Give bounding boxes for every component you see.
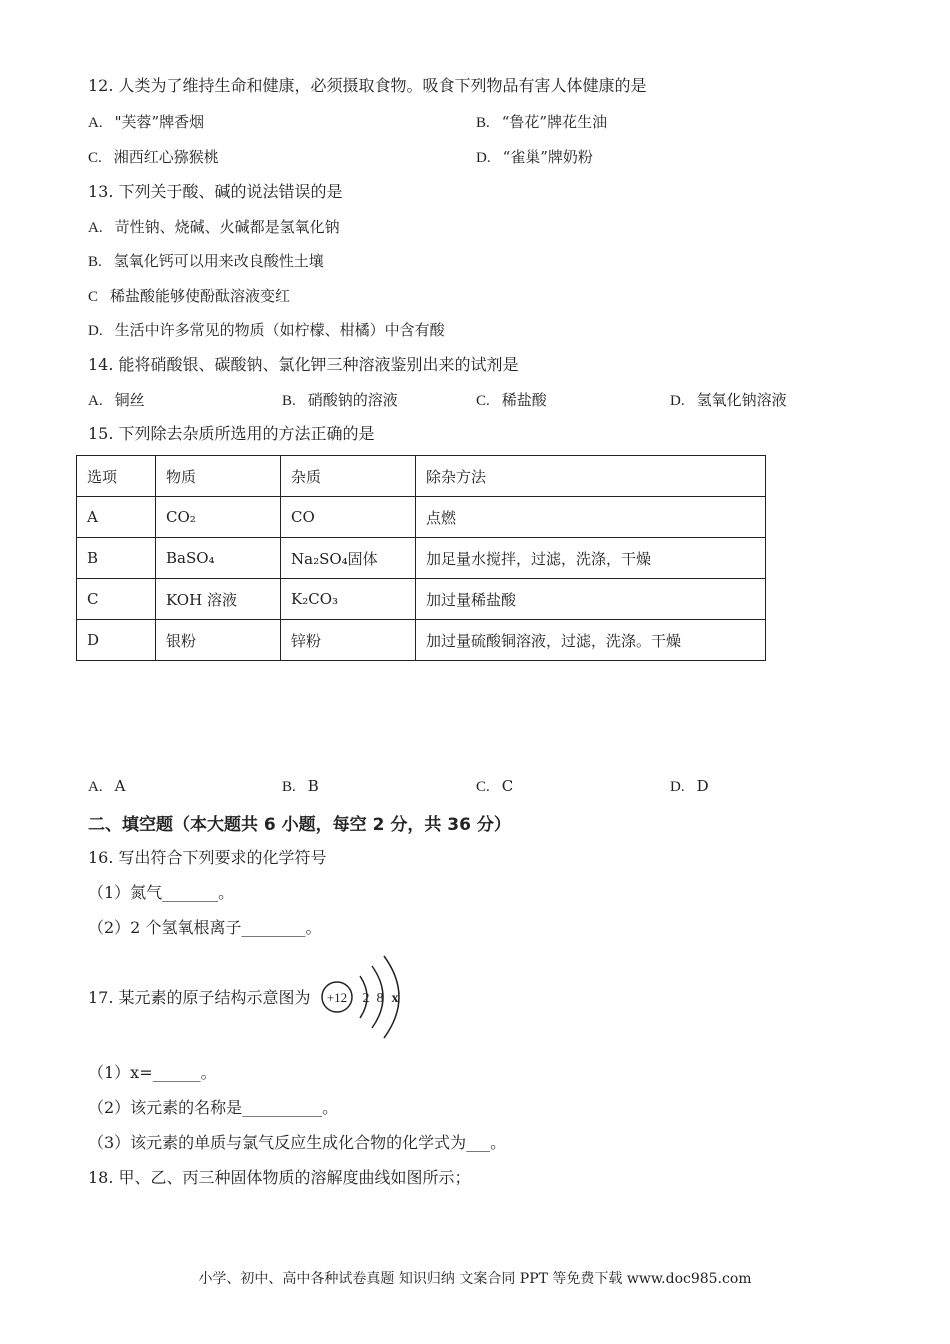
table-row <box>77 497 766 538</box>
q14-option-b: B. 硝酸钠的溶液 <box>282 391 398 409</box>
q13-option-a: A. 苛性钠、烧碱、火碱都是氢氧化钠 <box>88 218 340 236</box>
shell-electrons-2: 8 <box>376 991 384 1006</box>
table-header-cell: 物质 <box>156 456 281 497</box>
table-cell: D <box>77 620 156 661</box>
q15-table <box>76 455 766 661</box>
table-row <box>77 579 766 620</box>
shell-electrons-1: 2 <box>362 991 370 1006</box>
q12-option-a: A. "芙蓉”牌香烟 <box>88 113 205 131</box>
q14-option-a: A. 铜丝 <box>88 391 145 409</box>
table-cell: 点燃 <box>416 497 766 538</box>
q13-option-b: B. 氢氧化钙可以用来改良酸性土壤 <box>88 252 324 270</box>
q12-option-c: C. 湘西红心猕猴桃 <box>88 148 219 166</box>
table-header-cell: 杂质 <box>281 456 416 497</box>
q17-part-2: （2）该元素的名称是__________。 <box>88 1098 339 1117</box>
q14-option-c: C. 稀盐酸 <box>476 391 547 409</box>
q15-option-a: A. A <box>88 777 126 795</box>
table-row <box>77 620 766 661</box>
table-cell: 加足量水搅拌，过滤，洗涤，干燥 <box>416 538 766 579</box>
table-header-cell: 选项 <box>77 456 156 497</box>
q17-stem: 17. 某元素的原子结构示意图为 <box>88 988 311 1007</box>
table-cell: 银粉 <box>156 620 281 661</box>
q16-stem: 16. 写出符合下列要求的化学符号 <box>88 848 327 867</box>
q17-part-1: （1）x=______。 <box>88 1063 217 1082</box>
atom-structure-diagram <box>320 952 410 1042</box>
q15-stem: 15. 下列除去杂质所选用的方法正确的是 <box>88 424 375 443</box>
table-cell: 锌粉 <box>281 620 416 661</box>
q15-option-c: C. C <box>476 777 514 795</box>
q12-option-b: B. “鲁花”牌花生油 <box>476 113 608 131</box>
q18-stem: 18. 甲、乙、丙三种固体物质的溶解度曲线如图所示； <box>88 1168 471 1187</box>
nucleus-charge: +12 <box>326 990 348 1005</box>
q12-stem: 12. 人类为了维持生命和健康，必须摄取食物。吸食下列物品有害人体健康的是 <box>88 76 647 95</box>
q17-part-3: （3）该元素的单质与氯气反应生成化合物的化学式为___。 <box>88 1133 507 1152</box>
table-cell: BaSO₄ <box>156 538 281 579</box>
table-header-cell: 除杂方法 <box>416 456 766 497</box>
q16-part-2: （2）2 个氢氧根离子________。 <box>88 918 322 937</box>
q14-stem: 14. 能将硝酸银、碳酸钠、氯化钾三种溶液鉴别出来的试剂是 <box>88 355 519 374</box>
q13-option-c: C 稀盐酸能够使酚酞溶液变红 <box>88 287 291 305</box>
page-footer: 小学、初中、高中各种试卷真题 知识归纳 文案合同 PPT 等免费下载 www.doc985.com <box>198 1271 752 1287</box>
q15-option-b: B. B <box>282 777 319 795</box>
table-cell: C <box>77 579 156 620</box>
q13-stem: 13. 下列关于酸、碱的说法错误的是 <box>88 182 343 201</box>
table-cell: Na₂SO₄固体 <box>281 538 416 579</box>
table-cell: 加过量稀盐酸 <box>416 579 766 620</box>
q16-part-1: （1）氮气_______。 <box>88 883 235 902</box>
table-cell: CO₂ <box>156 497 281 538</box>
q15-option-d: D. D <box>670 777 709 795</box>
table-cell: A <box>77 497 156 538</box>
section-heading: 二、填空题（本大题共 6 小题，每空 2 分，共 36 分） <box>88 815 511 835</box>
q12-option-d: D. “雀巢”牌奶粉 <box>476 148 593 166</box>
table-row <box>77 538 766 579</box>
q14-option-d: D. 氢氧化钠溶液 <box>670 391 787 409</box>
shell-electrons-3: x <box>391 991 399 1006</box>
q13-option-d: D. 生活中许多常见的物质（如柠檬、柑橘）中含有酸 <box>88 321 445 339</box>
table-header-row <box>77 456 766 497</box>
table-cell: B <box>77 538 156 579</box>
table-cell: CO <box>281 497 416 538</box>
table-cell: K₂CO₃ <box>281 579 416 620</box>
table-cell: 加过量硫酸铜溶液，过滤，洗涤。干燥 <box>416 620 766 661</box>
table-cell: KOH 溶液 <box>156 579 281 620</box>
